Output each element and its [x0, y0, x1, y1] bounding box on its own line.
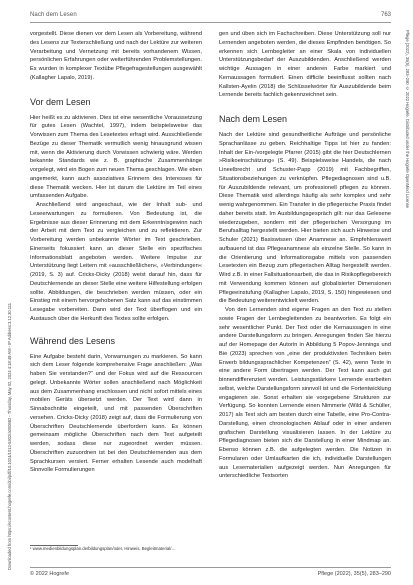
right-column — [219, 30, 391, 578]
footnote-block — [30, 545, 202, 552]
journal-side-note: Pflege (2022), 35(5), 283–290 © 2022 Hogrefe. Distributed under the Hogrefe OpenMind License — [405, 30, 410, 208]
header-section-title: Nach dem Lesen — [30, 12, 77, 18]
section-heading-before-reading: Vor dem Lesen — [30, 96, 91, 107]
paragraph: vorgestellt. Diese dienen vor dem Lesen als Vorbereitung, während des Lesens zur Texterschließung und nach der Lektüre zur weiteren Verarbeitung und Vernetzung mit bereits vorhandenem Wissen, persönlichen Erfahrungen oder weiterführenden Problemstellungen. Es wurden in komplexer Textübe Pflegefragestellungen ausgewählt (Kallagher Lapalo, 2019). — [30, 31, 202, 81]
journal-citation: Pflege (2022), 35(5), 283–290 — [317, 571, 391, 577]
download-stamp: Downloaded from https://econtent.hogrefe.com/doi/pdf/10.1024/1012-5302/a000882 - Thursday, May 02, 2024 4:18:49 AM - IP Address:3.12.30.111 — [7, 302, 12, 570]
paragraph: Von den Lernenden sind eigene Fragen an den Text zu stellen sowie Fragen der Lernbegleitenden zu beantworten. Es folgt ein sehr wesentlicher Punkt. Der Text oder die Kernaussagen in eine andere Darstellungsform zu bringen. Anregungen finden Sie hierzu auf der Homepage der Autorin in Abbildung 5 Popov-Jennings und Bie (2023) sprechen von „eine der produktivsten Techniken beim Erwerb bildungssprachlicher Kompetenzen“ (S. 42), wenn Texte in eine andere Form übertragen werden. Der Text kann auch gut binnendifferenziert werden. Leistungsstärkere Lernende erarbeiten selbst, welche Darstellungsform sinnvoll ist und die Fortentwicklung engagieren sie. Sonst erhalten sie vorgegebene Strukturen zur Verfügung. So konnten Lernende einen Nimmerie (Wild & Schüller, 2017) als Text sich am besten durch eine Tabelle, eine Pro-Contra-Darstellung, einen chronologischen Ablauf oder in einer anderen grafischen Darstellung visualisieren lassen. In der Lektüre zu Pflegediagnosen bieten sich die Darstellung in einer Mindmap an. Ebenso können z.B. die aufgelegten werden. Die Notizen in Formularen oder Umlaufkarten die ich, individuelle Darstellungen aus Lesematerialien aufgezeigt werden. Nun Anregungen für unterschiedliche Textsorten — [219, 307, 391, 480]
section-heading-during-reading: Während des Lesens — [30, 335, 116, 346]
section-heading-after-reading: Nach dem Lesen — [219, 114, 288, 124]
copyright: © 2022 Hogrefe — [30, 571, 69, 577]
paragraph: Nach der Lektüre sind gesundheitliche Aufträge und persönliche Sprachanlässe zu geben. Reichhaltige Tipps ist hier zu fanden: Inhalt der Ein-/vorgelegte Pfarrer (2015) gibt die hier Deutschlernen »Risikoeinschätzung« (S. 49). Beispielsweise Handels, die nach Lineelbrecht und Schuster-Papp (2019) mit Fachbegriffen, Situationsbeziehungen zu verknüpfen. Pflegediagnosen sind u.B. für Auszubildende relevant, um professionell pflegen zu können. Diese Thematik wird allerdings häufig als sehr komplex und sehr wenig wahrgenommen. Ein Transfer in die pflegerische Praxis findet daher bereits statt. Im Ausbildungsgespräch gilt: nur das Gelesene wiederzugeben, sondern mit der pflegerischen Versorgung im Berufsalltag hergestellt werden. Hier bieten sich auch Hinweise und Schuler (2021) Basiswissen über Anamnese an. Empfehlenswert aufbauend ist das Pflegeanamnese als einzelne Stelle. So kann in die Orientierung und Informationsgabe mittels von passenden Lesetexten ein Bezug zum pflegerischen Alltag hergestellt werden. Wird z.B. in einer Fallsituationsarbeit, die das in Risikopflegebereich mit Verwendung kommen können auf globalisierter Dimensionen Pflegeeinstufung (Kallagher Lapalo, 2019, S. 150) hingewiesen und die Bedeutung weiterentwickelt werden. — [219, 132, 391, 305]
left-column — [30, 30, 202, 578]
running-header — [30, 10, 391, 23]
paragraph: Eine Aufgabe besteht darin, Vorwarnungen zu markieren. So kann sich dem Leser folgende komprehensive Frage anschließen: „Was haben Sie verstanden?“ und der Fokus wird auf die Ressourcen gelegt. Unbekannte Wörter sollen anschließend nach Möglichkeit aus dem Zusammenhang erschlossen und nicht sofort mittels eines mobilen Geräts übersetzt werden. Der Text wird dann in Sinnabschnitte eingeteilt, und mit passenden Überschriften versehen. Cricks-Dicky (2018) zeigt auf, dass die Formulierung von Überschriften Deutschlernende überfordern kann. Es können gemeinsam mögliche Überschriften nach dem Text aufgeteilt werden, sodass diese nur zugeordnet werden müssen. Überschriften zuzuordnen ist bei den Deutschlernenden aus dem Sprachkursen versiert. Ferner erhalten Lesende auch modelhaft Sinnvolle Formulierungen — [30, 353, 202, 474]
paragraph: gen und üben sich im Fachschreiben. Diese Unterstützung soll nur Lernenden angeboten werden, die dieses Empfinden benötigen. So erkennen sich Lernbegleiter an einer Skala von individuellen Unterstützungsbedarf der Auszubildenden. Anschließend werden wichtige Aussagen in einer anderen Farbe markiert und Kernaussagen formuliert. Einen difficile beeinflusst sollten nach Kallsten-Ayelin (2018) die Schlüsselwörter für Auszubildende beim Lernende bereits fachlich gekennzeichnet sein. — [219, 31, 391, 99]
footer-rule — [30, 567, 391, 568]
paragraph: Anschließend wird angeschaut, wie der Inhalt sub- und Leseerwartungen zu formulieren. Von Bedeutung ist, die Ergebnisse aus dieser Erinnerung mit dem Erkenntnisgewinn nach der Arbeit mit dem Text zu vergleichen und zu reflektieren. Zur Vorbereitung werden unbekannte Wörter im Text geschrieben. Einerseits fokussiert kann an dieser Stelle ein spezifisches Informationsblatt angeboten werden. Weitere Impulse zur Unterstützung liegt Leitern mit »ausschließlichen«, »Verbindungen« (2019, S. 3) auf. Cricks-Dicky (2018) weist darauf hin, dass für Deutschlernende an dieser Stelle eine weitere Hilfestellung erfolgen sollte. Abbildungen, die beschrieben werden müssen, oder ein Einstieg mit einem hervorgehobenen Satz kann auf das einstimmen Lesegabe vorbereiten. Dann wird der Text überflogen und ein Austausch über die Herkunft des Textes sollte erfolgen. — [30, 202, 202, 322]
page-number: 763 — [380, 12, 391, 18]
footnote: ¹ www.medienbildungsplan.de/bildungsplan/oder, Hinweis, Begleitmaterial/… — [30, 546, 176, 551]
paragraph: Hier heißt es zu aktivieren. Dies ist eine wesentliche Voraussetzung für gutes Lesen (Wachtel, 1997), indem beispielsweise das Vorwissen zum Thema des Lesetextes erfragt wird. Ausschließende Bezüge zu dieser Thematik vermutlich wenig hinausgrund wissen mit, wenn die Aktivierung durch Vorwissen schwierig wäre. Werden bekannte Standards wie z. B. graphische Zusammenhänge vorgelegt, wird ein Bogen zum neuen Thema geschlagen. Wie eben angemerkt, kann auch assoziatives Erinnern des Interesses für diese Thematik wecken. Hier ist darum die Lektüre im Teil eines umfassenden Aufgabe. — [30, 114, 202, 200]
